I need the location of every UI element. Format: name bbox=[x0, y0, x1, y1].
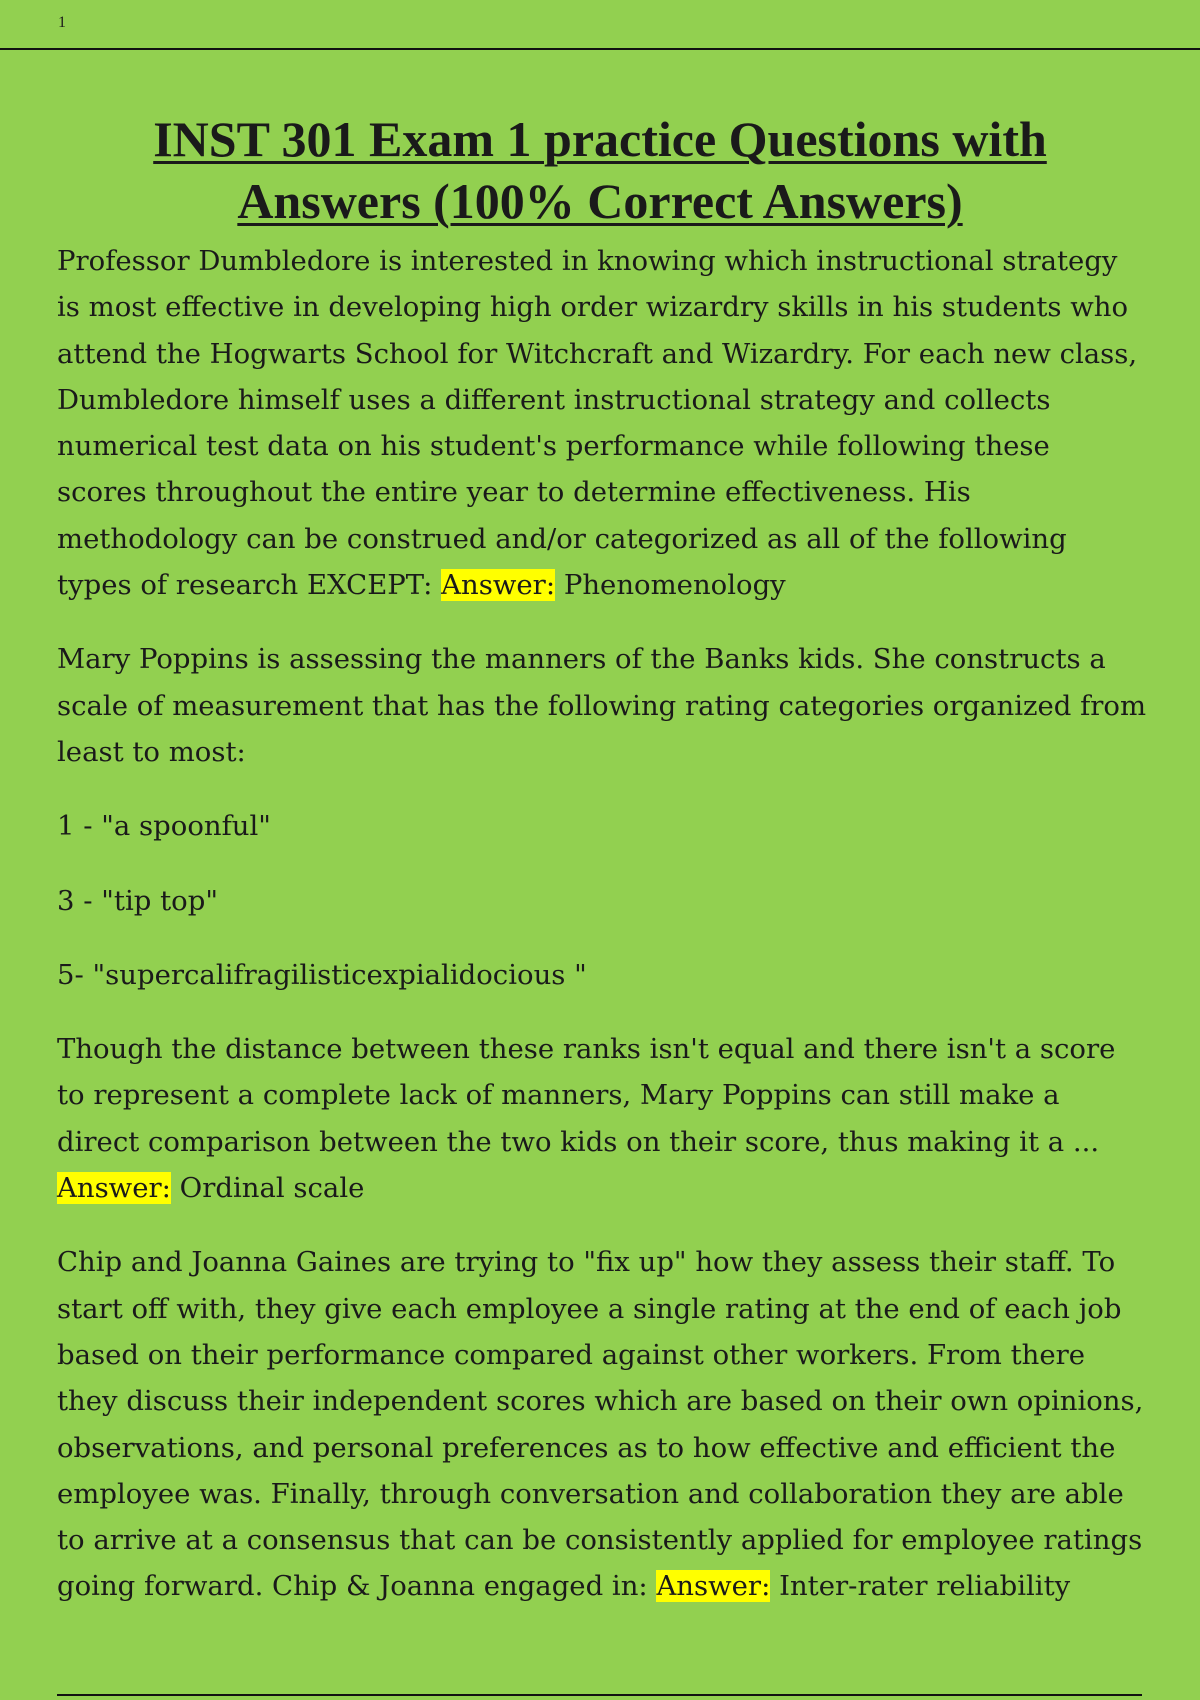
question-2-text: Though the distance between these ranks isn't equal and there isn't a score to represent a complete lack of manners, Mary Poppins can still make a direct comparison between the two kids on their score, thus making it a ... bbox=[57, 1033, 1116, 1158]
question-2 bbox=[57, 1026, 1147, 1211]
footer-rule bbox=[57, 1694, 1142, 1696]
question-1-text: Professor Dumbledore is interested in knowing which instructional strategy is most effective in developing high order wizardry skills in his students who attend the Hogwarts School for Witchcraft and Wizardry. For each new class, Dumbledore himself uses a different instructional strategy and collects numerical test data on his student's performance while following these scores throughout the entire year to determine effectiveness. His methodology can be construed and/or categorized as all of the following types of research EXCEPT: bbox=[57, 245, 1138, 602]
answer-label: Answer: bbox=[441, 569, 556, 602]
rating-item: 1 - "a spoonful" bbox=[57, 810, 271, 843]
question-3-text: Chip and Joanna Gaines are trying to "fix up" how they assess their staff. To start off with, they give each employee a single rating at the end of each job based on their performance compared against other workers. From there they discuss their independent scores which are based on their own opinions, observations, and personal preferences as to how effective and efficient the employee was. Finally, through conversation and collaboration they are able to arrive at a consensus that can be consistently applied for employee ratings going forward. Chip & Joanna engaged in: bbox=[57, 1246, 1144, 1603]
document-title bbox=[60, 108, 1140, 232]
title-line-1: INST 301 Exam 1 practice Questions with bbox=[153, 111, 1047, 167]
question-2-answer: Ordinal scale bbox=[179, 1172, 365, 1205]
question-1-answer: Phenomenology bbox=[563, 569, 786, 602]
page-number: 1 bbox=[58, 14, 66, 31]
answer-label: Answer: bbox=[57, 1172, 171, 1205]
question-3 bbox=[57, 1239, 1147, 1609]
question-2-intro: Mary Poppins is assessing the manners of the Banks kids. She constructs a scale of measurement that has the following rating categories organized from least to most: bbox=[57, 643, 1147, 768]
header-rule bbox=[0, 48, 1200, 50]
question-3-answer: Inter-rater reliability bbox=[779, 1570, 1071, 1603]
question-1 bbox=[57, 238, 1147, 608]
rating-item: 5- "supercalifragilisticexpialidocious " bbox=[57, 958, 587, 991]
answer-label: Answer: bbox=[656, 1570, 771, 1603]
document-body bbox=[57, 238, 1147, 1638]
rating-item: 3 - "tip top" bbox=[57, 884, 218, 917]
title-line-2: Answers (100% Correct Answers) bbox=[237, 173, 963, 229]
